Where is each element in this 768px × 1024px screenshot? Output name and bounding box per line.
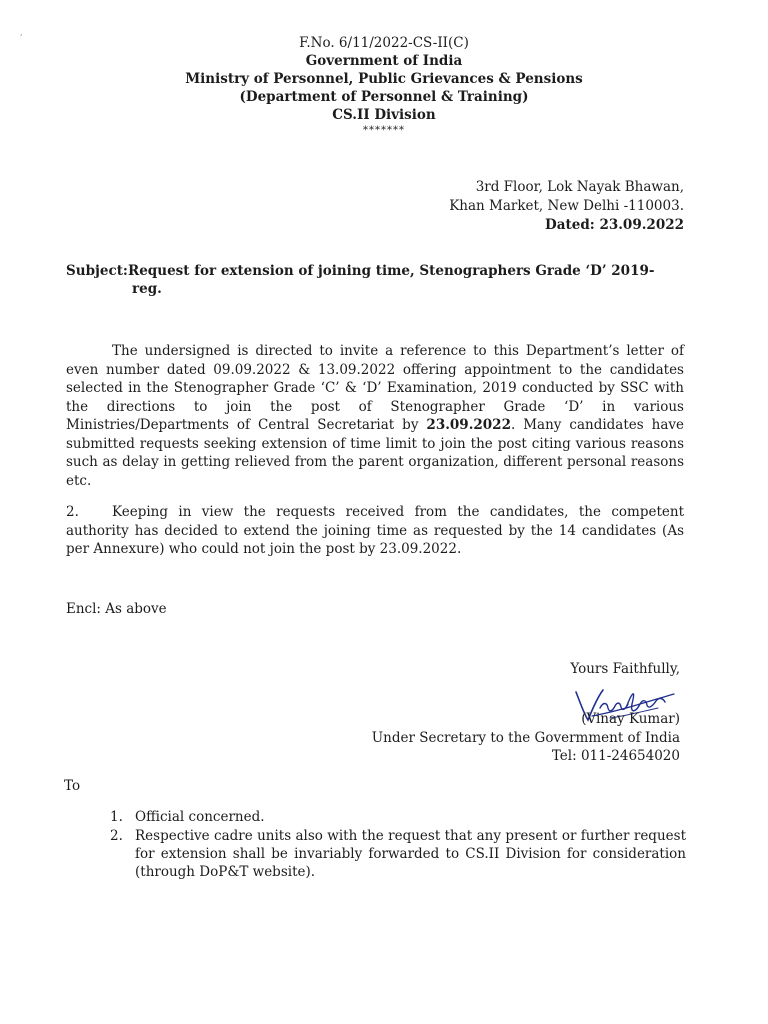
enclosure-note: Encl: As above bbox=[66, 601, 167, 617]
list-item-text: Official concerned. bbox=[135, 809, 265, 825]
signatory-designation: Under Secretary to the Govermment of India bbox=[371, 730, 680, 746]
list-item bbox=[110, 808, 686, 826]
subject-label: Subject: bbox=[66, 263, 128, 279]
header-separator: ******* bbox=[363, 125, 405, 136]
subject-text: Request for extension of joining time, Stenographers Grade ‘D’ 2019- bbox=[128, 263, 655, 279]
list-item-text: Respective cadre units also with the request that any present or further request for extension shall be invariably forwarded to CS.II Division for consideration (through DoP&T website). bbox=[135, 828, 686, 880]
department-name: (Department of Personnel & Training) bbox=[239, 89, 529, 105]
subject-block bbox=[66, 262, 688, 298]
government-name: Government of India bbox=[305, 53, 463, 69]
paragraph-1-text-b: . Many candidates have submitted requests seeking extension of time limit to join the post citing various reasons such as delay in getting relieved from the parent organization, different personal reasons etc. bbox=[66, 417, 685, 489]
address-line-2: Khan Market, New Delhi -110003. bbox=[449, 198, 684, 214]
scan-mark: ‚ bbox=[20, 28, 23, 37]
signatory-details bbox=[372, 729, 680, 765]
closing-salutation: Yours Faithfully, bbox=[570, 661, 680, 677]
letter-header bbox=[0, 34, 768, 138]
list-item-number: 1. bbox=[110, 809, 123, 825]
paragraph-2-number: 2. bbox=[66, 504, 79, 520]
list-item-number: 2. bbox=[110, 828, 123, 844]
paragraph-1-deadline: 23.09.2022 bbox=[426, 417, 511, 433]
paragraph-1-text-a: The undersigned is directed to invite a reference to this Department’s letter of even number dated 09.09.2022 & 13.09.2022 offering appointment to the candidates selected in the Stenographer Grade ‘C’ & ‘D’ Examination, 2019 conducted by SSC with the directions to join the post of Stenographer Grade ‘D’ in various Ministries/Departments of Central Secretariat by bbox=[66, 343, 684, 433]
recipients-list bbox=[110, 808, 686, 882]
paragraph-2 bbox=[66, 503, 684, 559]
signatory-name: (Vinay Kumar) bbox=[581, 711, 680, 727]
subject-text-continued: reg. bbox=[132, 281, 162, 297]
address-line-1: 3rd Floor, Lok Nayak Bhawan, bbox=[475, 179, 684, 195]
recipients-label: To bbox=[64, 778, 81, 794]
division-name: CS.II Division bbox=[332, 107, 436, 123]
signatory-telephone: Tel: 011-24654020 bbox=[551, 748, 680, 764]
letter-date: Dated: 23.09.2022 bbox=[545, 217, 684, 233]
ministry-name: Ministry of Personnel, Public Grievances & Pensions bbox=[185, 71, 583, 87]
file-number: F.No. 6/11/2022-CS-II(C) bbox=[299, 35, 469, 51]
paragraph-1 bbox=[66, 342, 684, 490]
list-item bbox=[110, 827, 686, 881]
paragraph-2-text: Keeping in view the requests received from the candidates, the competent authority has decided to extend the joining time as requested by the 14 candidates (As per Annexure) who could not join the post by 23.09.2022. bbox=[66, 504, 684, 557]
office-address bbox=[449, 178, 684, 235]
